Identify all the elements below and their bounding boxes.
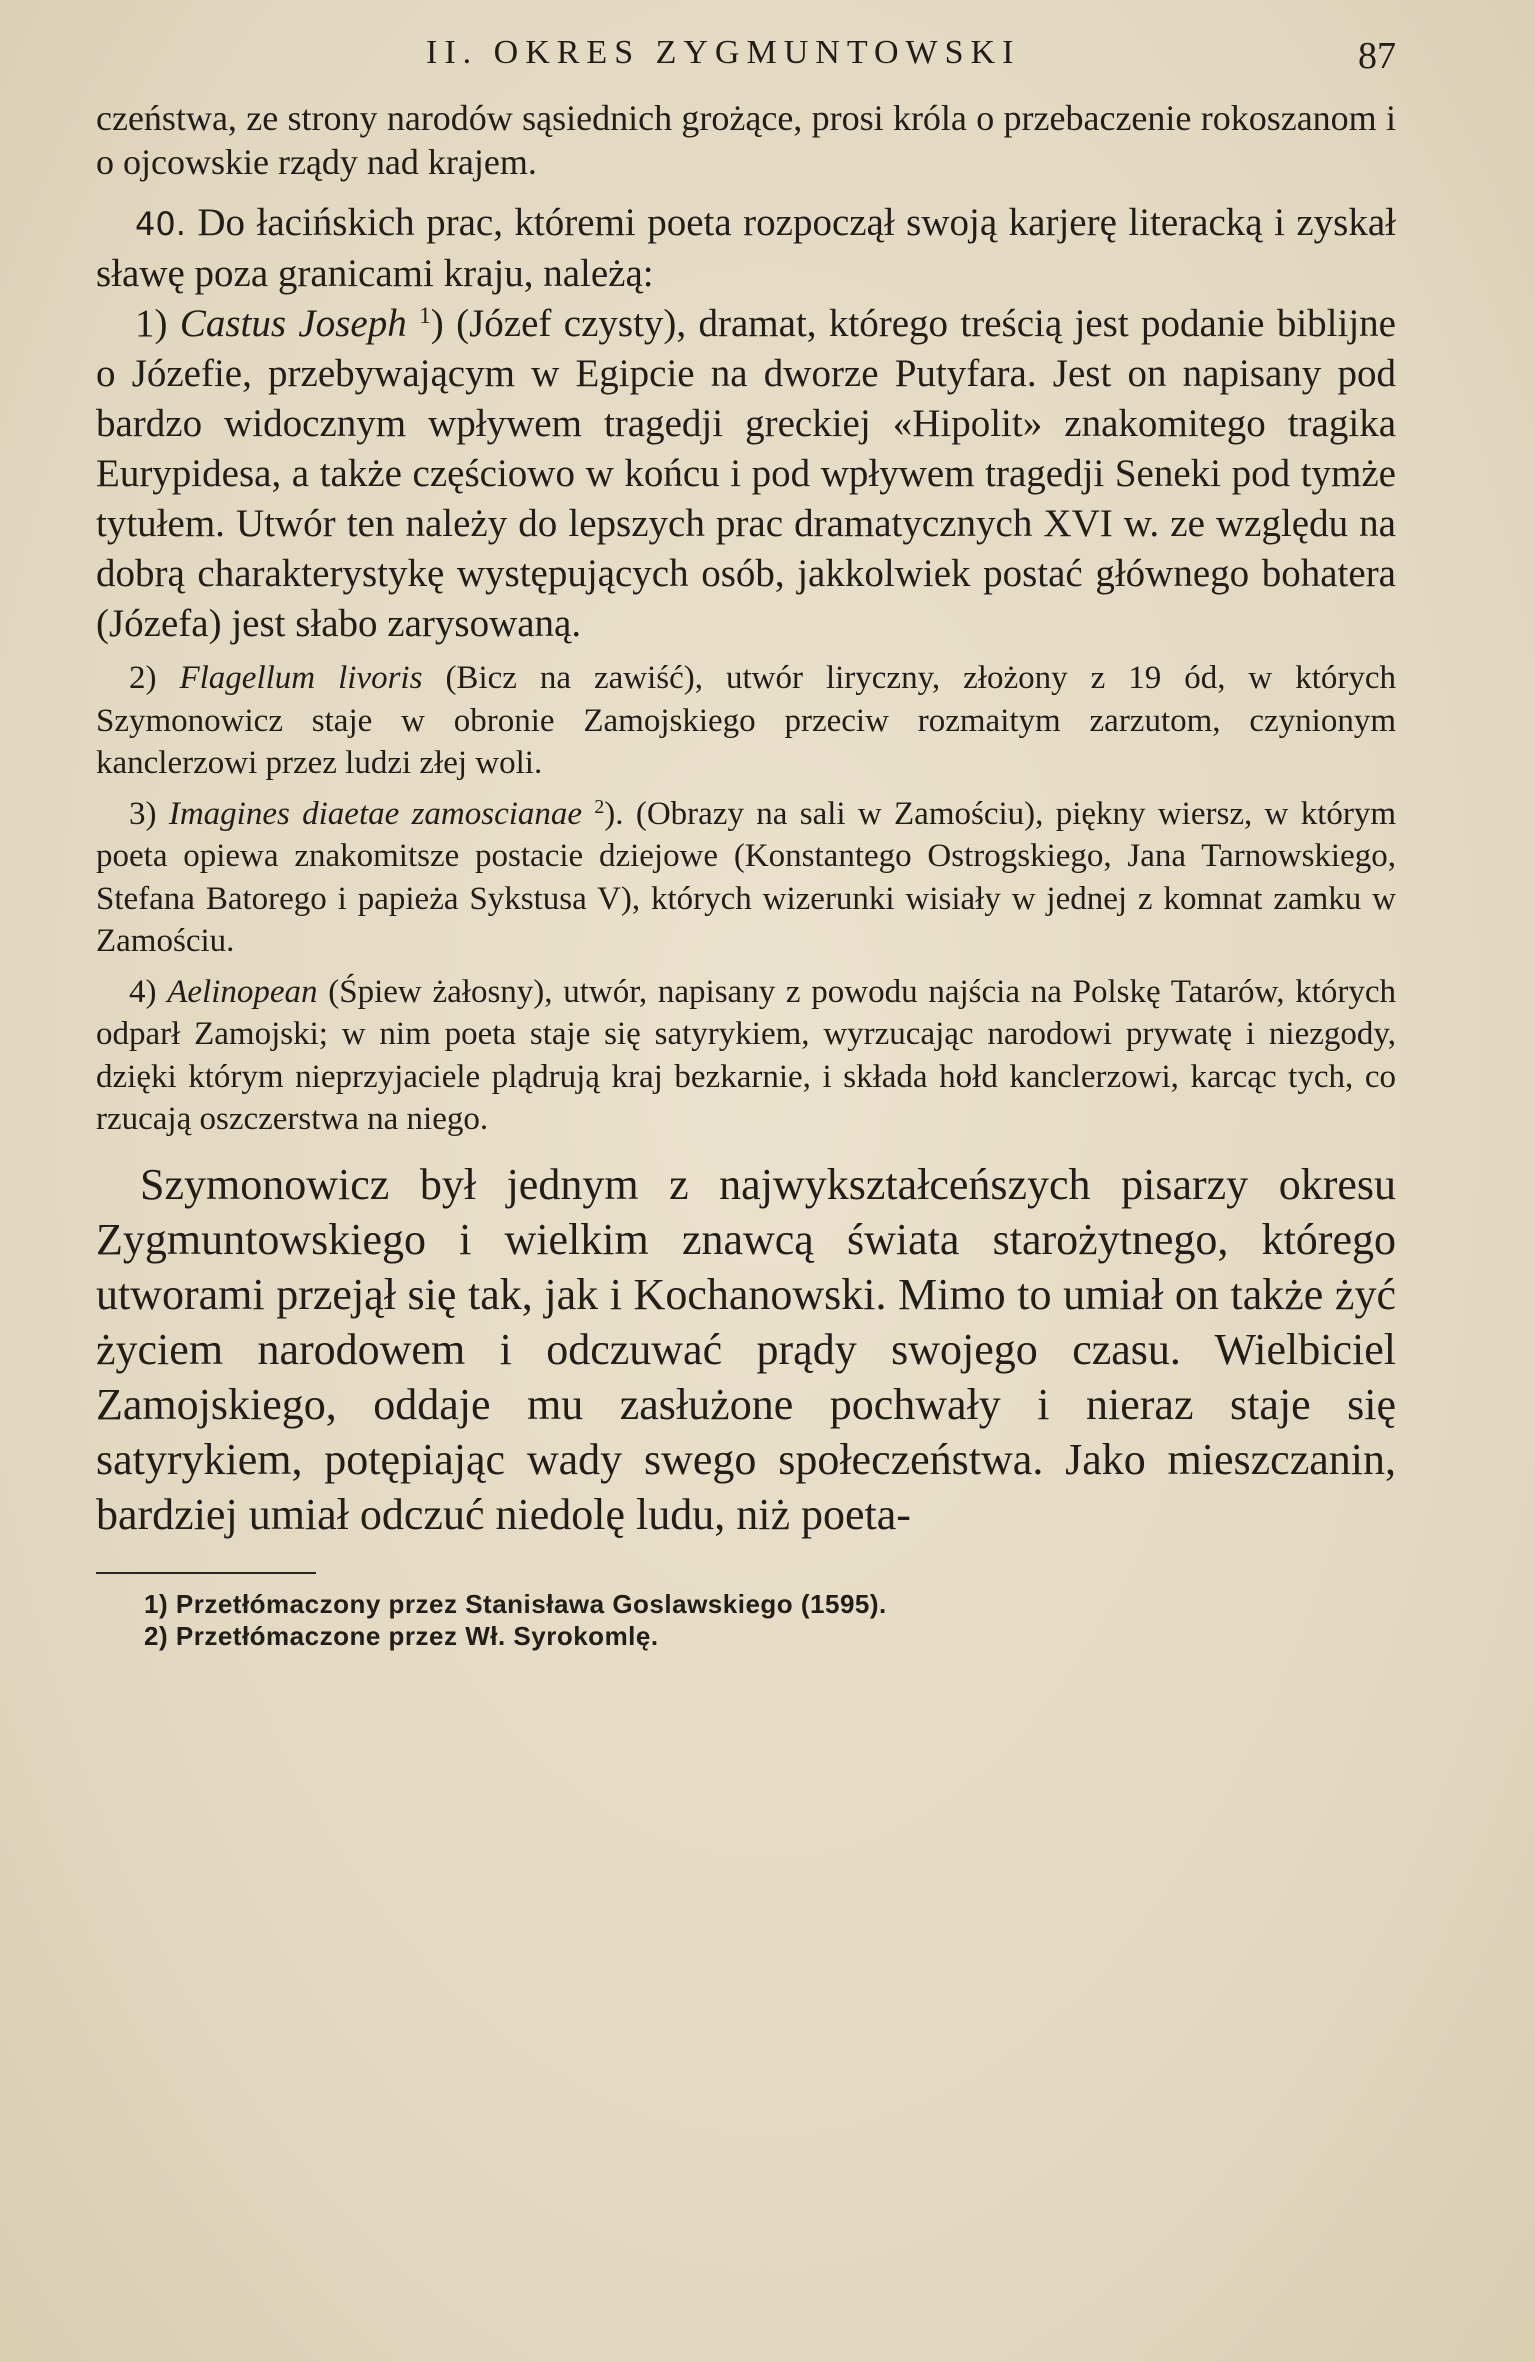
footnote-ref-1: 1 [419,303,431,330]
item-3-paragraph: 3) Imagines diaetae zamoscianae $^2$). (Obrazy na sali w Zamościu), piękny wiersz, w którym poeta opiewa znakomitsze postacie dziejowe (Konstantego Ostrogskiego, Jana Tarnowskiego, Stefana Batorego i papieża Sykstusa V), których wizerunki wisiały w jednej z komnat zamku w Zamościu. [96,795,1397,959]
item-2-text: (Bicz na zawiść), utwór liryczny, złożony z 19 ód, w których Szymonowicz staje w obronie Zamojskiego przeciw rozmaitym zarzutom, czynionym kanclerzowi przez ludzi złej woli. [96,660,1397,781]
footnote-2-mark: 2) [144,1620,169,1651]
item-4-number: 4) [129,973,157,1010]
item-1-text: (Józef czysty), dramat, którego treścią jest podanie biblijne o Józefie, przebywającym w Egipcie na dworze Putyfara. Jest on napisany pod bardzo widocznym wpływem tragedji greckiej «Hipolit» znakomitego tragika Eurypidesa, a także częściowo w końcu i pod wpływem tragedji Seneki pod tymże tytułem. Utwór ten należy do lepszych prac dramatycznych XVI w. ze względu na dobrą charakterystykę występujących osób, jakkolwiek postać głównego bohatera (Józefa) jest słabo zarysowaną. [96,302,1396,645]
page-header [96,30,1396,88]
footnote-1-mark: 1) [144,1588,169,1619]
section-number: 40. [135,205,186,243]
item-1-title: Castus Joseph [179,302,407,345]
item-4-title: Aelinopean [167,973,318,1010]
item-4-paragraph [96,971,1396,1141]
closing-text: Szymonowicz był jednym z najwykształceńszych pisarzy okresu Zygmuntowskiego i wielkim znawcą świata starożytnego, którego utworami przejął się tak, jak i Kochanowski. Mimo to umiał on także żyć życiem narodowem i odczuwać prądy swojego czasu. Wielbiciel Zamojskiego, oddaje mu zasłużone pochwały i nieraz staje się satyrykiem, potępiając wady swego społeczeństwa. Jako mieszczanin, bardziej umiał odczuć niedolę ludu, niż poeta- [96,1159,1396,1539]
item-1-paragraph: 1) Castus Joseph $^1$) (Józef czysty), dramat, którego treścią jest podanie biblijne o Józefie, przebywającym w Egipcie na dworze Putyfara. Jest on napisany pod bardzo widocznym wpływem tragedji greckiej «Hipolit» znakomitego tragika Eurypidesa, a także częściowo w końcu i pod wpływem tragedji Seneki pod tymże tytułem. Utwór ten należy do lepszych prac dramatycznych XVI w. ze względu na dobrą charakterystykę występujących osób, jakkolwiek postać głównego bohatera (Józefa) jest słabo zarysowaną. [96,302,1396,645]
section-40-paragraph [96,198,1396,299]
item-2-title: Flagellum livoris [179,660,423,696]
intro-text: czeństwa, ze strony narodów sąsiednich grożące, prosi króla o przebaczenie rokoszanom i o ojcowskie rządy nad krajem. [96,98,1396,182]
intro-paragraph [96,96,1396,184]
footnote-ref-2: 2 [594,795,605,818]
footnote-2-text: Przetłómaczone przez Wł. Syrokomlę. [175,1620,659,1651]
item-2-number: 2) [129,660,157,696]
item-3-title: Imagines diaetae zamoscianae [168,795,583,832]
section-40-text: Do łacińskich prac, któremi poeta rozpoczął swoją karjerę literacką i zyskał sławę poza granicami kraju, należą: [96,201,1397,295]
item-2-paragraph [96,657,1396,785]
footnote-2 [96,1620,1396,1652]
footnote-1 [96,1588,1396,1620]
closing-paragraph [96,1157,1396,1542]
item-3-text: . (Obrazy na sali w Zamościu), piękny wiersz, w którym poeta opiewa znakomitsze postacie dziejowe (Konstantego Ostrogskiego, Jana Tarnowskiego, Stefana Batorego i papieża Sykstusa V), których wizerunki wisiały w jednej z komnat zamku w Zamościu. [96,795,1397,959]
small-print-list [96,657,1396,1141]
item-3-number: 3) [129,795,157,832]
book-page [96,30,1396,1652]
footnote-divider [96,1572,316,1574]
footnotes [96,1588,1396,1652]
running-title: II. OKRES ZYGMUNTOWSKI [426,34,1021,71]
item-4-text: (Śpiew żałosny), utwór, napisany z powodu najścia na Polskę Tatarów, których odparł Zamojski; w nim poeta staje się satyrykiem, wyrzucając narodowi prywatę i niezgody, dzięki którym nieprzyjaciele plądrują kraj bezkarnie, i składa hołd kanclerzowi, karcąc tych, co rzucają oszczerstwa na niego. [96,973,1397,1137]
footnote-1-text: Przetłómaczony przez Stanisława Goslawskiego (1595). [175,1588,887,1619]
page-number: 87 [1358,35,1396,77]
item-1-number: 1) [135,302,168,345]
